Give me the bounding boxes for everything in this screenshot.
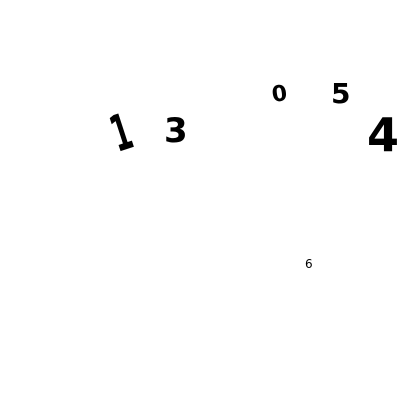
digit-six: 6 — [305, 257, 313, 271]
digit-five: 5 — [331, 77, 351, 110]
digit-one: 1 — [103, 102, 140, 164]
digit-zero: 0 — [270, 81, 289, 108]
digit-four: 4 — [367, 108, 400, 162]
digit-three: 3 — [164, 111, 188, 151]
